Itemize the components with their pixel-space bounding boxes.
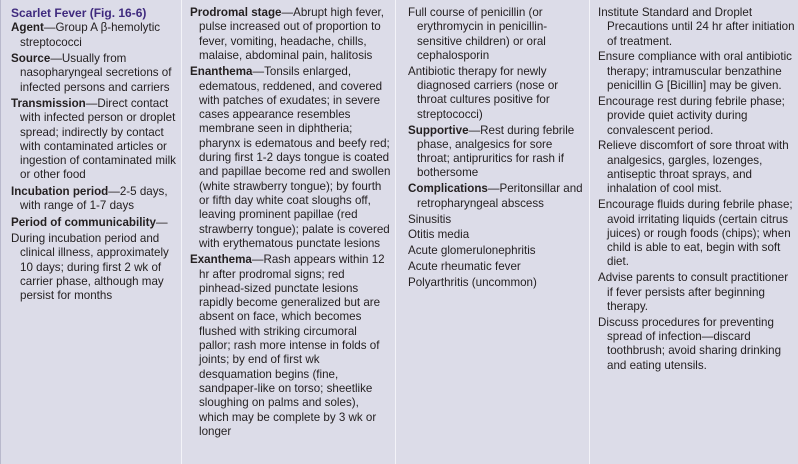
list-item xyxy=(11,185,179,214)
manifestations-list xyxy=(190,6,391,439)
list-item xyxy=(408,182,585,211)
etiology-list xyxy=(11,21,179,303)
list-item xyxy=(190,65,391,251)
entry-text: Acute glomerulonephritis xyxy=(408,244,536,258)
entry-text: —Rash appears within 12 hr after prodromal signs; red pinhead-sized punctate lesions rapidly become generalized but are absent on face, which becomes flushed with striking circumoral pallor; rash more intense in folds of joints; by end of first wk desquamation begins (fine, sandpaper-like on torso; sheetlike sloughing on palms and soles), which may be complete by 3 wk or longer xyxy=(199,253,385,438)
management-list xyxy=(408,6,585,290)
list-item xyxy=(190,253,391,439)
list-item xyxy=(598,6,795,49)
entry-text: Relieve discomfort of sore throat with analgesics, gargles, lozenges, antiseptic throat sprays, and inhalation of cool mist. xyxy=(598,139,789,196)
column-therapeutic-management xyxy=(395,0,589,464)
entry-text: Acute rheumatic fever xyxy=(408,260,521,274)
entry-term: Period of communicability xyxy=(11,215,156,229)
list-item xyxy=(11,232,179,303)
table-title: Scarlet Fever (Fig. 16-6) xyxy=(11,6,147,20)
entry-text: —Abrupt high fever, pulse increased out of proportion to fever, vomiting, headache, chills, malaise, abdominal pain, halitosis xyxy=(199,6,384,62)
list-item xyxy=(11,97,179,183)
entry-term: Supportive xyxy=(408,123,469,137)
entry-text: Encourage rest during febrile phase; provide quiet activity during convalescent period. xyxy=(598,94,785,137)
entry-text: Institute Standard and Droplet Precautions until 24 hr after initiation of treatment. xyxy=(598,6,795,48)
list-item xyxy=(408,65,585,122)
entry-text: —Peritonsillar and retropharyngeal abscess xyxy=(417,182,583,210)
entry-term: Complications xyxy=(408,182,488,196)
entry-term: Agent xyxy=(11,21,44,35)
list-item xyxy=(598,198,795,269)
list-item xyxy=(11,52,179,95)
entry-text: Ensure compliance with oral antibiotic therapy; intramuscular benzathine penicillin G [Bicillin] may be given. xyxy=(598,50,792,93)
column-nursing-care xyxy=(589,0,798,464)
entry-text: —Rest during febrile phase, analgesics for sore throat; antipruritics for rash if bothersome xyxy=(417,123,575,180)
list-item xyxy=(11,21,179,50)
list-item xyxy=(598,271,795,314)
entry-text: Full course of penicillin (or erythromycin in penicillin-sensitive children) or oral cephalosporin xyxy=(408,6,548,62)
list-item xyxy=(408,124,585,181)
list-item xyxy=(408,228,585,242)
list-item xyxy=(408,260,585,274)
list-item xyxy=(408,213,585,227)
entry-term: Prodromal stage xyxy=(190,6,282,19)
entry-text: Sinusitis xyxy=(408,212,452,226)
list-item xyxy=(11,216,179,230)
list-item xyxy=(598,95,795,138)
entry-text: —2-5 days, with range of 1-7 days xyxy=(20,184,168,213)
entry-text: Otitis media xyxy=(408,228,470,242)
column-clinical-manifestations xyxy=(181,0,395,464)
entry-term: Exanthema xyxy=(190,253,252,267)
entry-term: Transmission xyxy=(11,96,86,110)
list-item xyxy=(598,50,795,93)
entry-text: Antibiotic therapy for newly diagnosed carriers (nose or throat cultures positive for streptococci) xyxy=(408,64,559,121)
entry-term: Enanthema xyxy=(190,65,253,79)
list-item xyxy=(408,244,585,258)
entry-text: —Usually from nasopharyngeal secretions of infected persons and carriers xyxy=(20,51,172,94)
entry-text: —Tonsils enlarged, edematous, reddened, and covered with patches of exudates; in severe cases appearance resembles membrane seen in diphtheria; pharynx is edematous and beefy red; during first 1-2 days tongue is coated and papillae become red and swollen (white strawberry tongue); by fourth or fifth day white coat sloughs off, leaving prominent papillae (red strawberry tongue); palate is covered with erythematous punctate lesions xyxy=(199,65,391,250)
entry-term: Source xyxy=(11,51,51,65)
column-etiology xyxy=(1,0,181,464)
list-item xyxy=(408,6,585,63)
entry-text: —Group A β-hemolytic streptococci xyxy=(20,21,161,49)
list-item xyxy=(190,6,391,63)
entry-text: —Direct contact with infected person or droplet spread; indirectly by contact with contaminated articles or ingestion of contaminated milk or other food xyxy=(20,96,176,182)
list-item xyxy=(598,316,795,373)
list-item xyxy=(408,276,585,290)
entry-text: Discuss procedures for preventing spread of infection—discard toothbrush; avoid sharing drinking and eating utensils. xyxy=(598,315,782,372)
list-item xyxy=(598,139,795,196)
entry-text: During incubation period and clinical illness, approximately 10 days; during first 2 wk of carrier phase, although may persist for months xyxy=(11,231,169,303)
entry-text: — xyxy=(155,215,168,229)
entry-term: Incubation period xyxy=(11,184,109,198)
entry-text: Encourage fluids during febrile phase; avoid irritating liquids (certain citrus juices) or rough foods (chips); when child is able to eat, begin with soft diet. xyxy=(598,198,793,269)
nursing-care-list xyxy=(598,6,795,373)
entry-text: Polyarthritis (uncommon) xyxy=(408,276,537,290)
entry-text: Advise parents to consult practitioner if fever persists after beginning therapy. xyxy=(598,271,789,313)
